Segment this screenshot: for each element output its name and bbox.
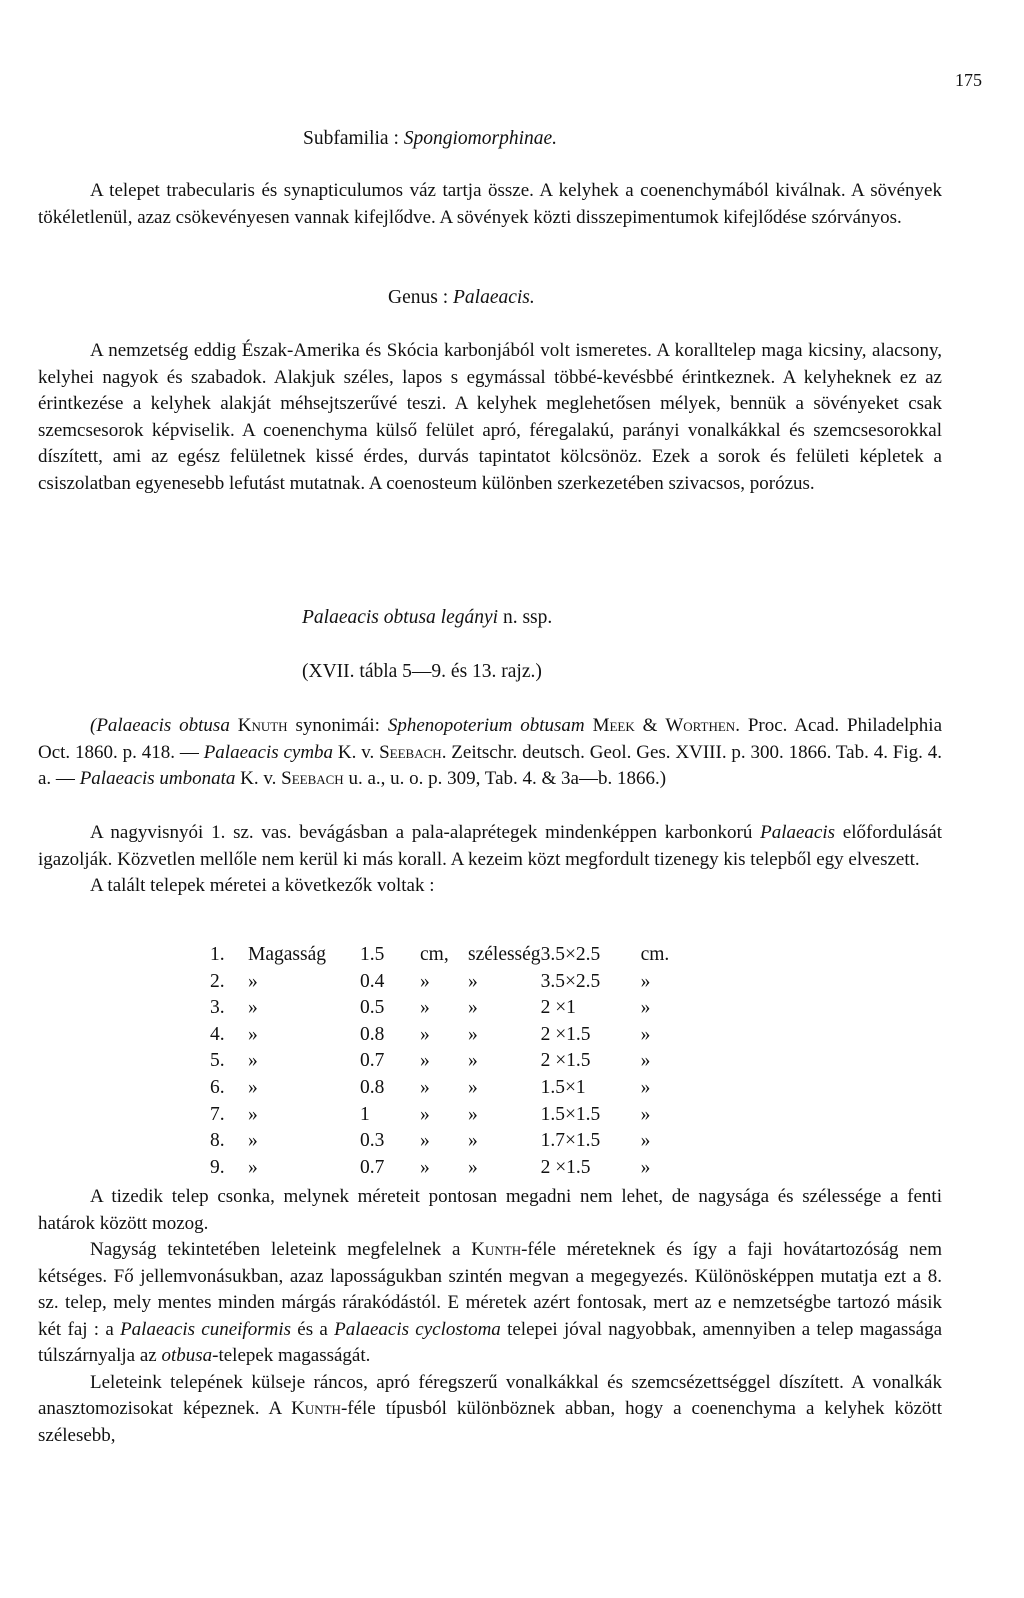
measurements-table [210, 944, 681, 1183]
genus-heading [388, 287, 535, 309]
measurement-cell: » [420, 1156, 430, 1178]
syn-taxon: Sphenopoterium obtusam [387, 715, 585, 736]
syn-text: . Zeitschr. deutsch. Geol. Ges. XVIII. p. 300. 1866. Tab. 4. Fig. 4. a. — [38, 741, 942, 789]
measurement-cell: » [248, 1156, 258, 1178]
syn-taxon: Palaeacis umbonata [79, 768, 236, 789]
measurement-cell: » [248, 970, 258, 992]
measurement-cell: » [640, 1156, 651, 1178]
genus-label: Genus : [388, 287, 449, 308]
measurement-cell: 1 [360, 1103, 370, 1125]
syn-taxon: Palaeacis cymba [203, 741, 334, 763]
p7-author: Kunth [291, 1398, 341, 1419]
measurement-cell: » [468, 1050, 478, 1072]
measurement-cell: 2 ×1.5 [540, 1050, 591, 1072]
measurement-cell: 1.7×1.5 [540, 1130, 601, 1152]
subfamily-heading [303, 128, 557, 150]
measurement-cell: » [420, 997, 430, 1019]
measurement-cell: 2 ×1.5 [540, 1023, 591, 1045]
measurement-cell: 4. [210, 1023, 225, 1045]
measurement-cell: 2 ×1 [540, 997, 576, 1019]
p3-text: A nagyvisnyói 1. sz. vas. bevágásban a pala-alaprétegek mindenképpen karbonkorú [90, 822, 761, 843]
measurement-row [210, 1077, 681, 1104]
plate-reference: (XVII. tábla 5—9. és 13. rajz.) [302, 661, 542, 682]
measurement-cell: szélesség [468, 944, 541, 965]
measurement-cell: » [248, 1050, 258, 1072]
measurement-cell: » [468, 1076, 478, 1098]
synonyms-text [38, 713, 942, 793]
measurement-cell: 0.4 [360, 970, 385, 992]
measurement-row [210, 944, 681, 971]
species-suffix: n. ssp. [502, 607, 553, 628]
syn-author: Meek [592, 715, 635, 736]
syn-text: synonimái: [287, 715, 388, 736]
measurements-body [210, 944, 681, 1183]
measurement-cell: 2. [210, 970, 225, 992]
measurement-cell: 6. [210, 1076, 225, 1098]
paragraph-6-text [38, 1237, 942, 1370]
measurement-cell: 0.8 [360, 1023, 385, 1045]
p3-taxon: Palaeacis [760, 822, 836, 843]
syn-text: u. a., u. o. p. 309, Tab. 4. & 3a—b. 1866.) [343, 768, 667, 789]
measurement-cell: » [468, 997, 478, 1019]
measurement-cell: 0.3 [360, 1130, 385, 1152]
measurement-row [210, 997, 681, 1024]
p6-text: -féle méreteknek és így a faji hovátartozóság nem kétséges. Fő jellemvonásukban, azaz laposságukban szintén megvan a megegyezés. Különösképpen mutatja ezt a 8. sz. telep, mely mentes minden márgás rárakódástól. E méretek azért fontosak, mert az e nemzetségbe tartozó másik két faj : a [38, 1239, 942, 1340]
measurement-cell: » [468, 1156, 478, 1178]
measurement-cell: » [640, 997, 651, 1019]
syn-author: Knuth [237, 715, 288, 736]
measurement-cell: 0.5 [360, 997, 385, 1019]
measurement-cell: » [640, 1076, 651, 1098]
p6-taxon: Palaeacis cyclostoma [334, 1318, 501, 1340]
p6-text: telepei jóval nagyobbak, amennyiben a telep magassága túlszárnyalja az [38, 1318, 943, 1366]
measurement-cell: » [640, 1130, 651, 1152]
measurement-cell: 2 ×1.5 [540, 1156, 591, 1178]
measurement-cell: 0.7 [360, 1050, 385, 1072]
measurement-cell: 8. [210, 1130, 225, 1152]
measurement-cell: » [420, 1130, 430, 1152]
measurement-cell: » [248, 1103, 258, 1125]
p6-author: Kunth [471, 1239, 522, 1260]
syn-author: Worthen [665, 715, 736, 736]
measurement-row [210, 1130, 681, 1157]
measurement-row [210, 1024, 681, 1051]
measurement-cell: 3.5×2.5 [540, 970, 601, 992]
measurement-cell: » [420, 1050, 430, 1072]
measurement-cell: » [640, 1050, 651, 1072]
measurement-row [210, 1157, 681, 1184]
p7-text: -féle típusból különböznek abban, hogy a coenenchyma a kelyhek között szélesebb, [38, 1398, 942, 1446]
measurement-cell: » [420, 1023, 430, 1045]
syn-text: & [634, 715, 666, 736]
measurement-cell: » [248, 997, 258, 1019]
subfamily-name: Spongiomorphinae. [403, 128, 558, 149]
paragraph-2 [38, 338, 942, 497]
p6-taxon: otbusa [161, 1345, 213, 1366]
measurement-cell: 9. [210, 1156, 225, 1178]
p3-text: előfordulását igazolják. Közvetlen mellőle nem kerül ki más korall. A kezeim közt megfordult tizenegy kis telepből egy elveszett. [38, 822, 942, 870]
paragraph-5-text: A tizedik telep csonka, melynek méreteit pontosan megadni nem lehet, de nagysága és szélessége a fenti határok között mozog. [38, 1186, 942, 1234]
species-name: Palaeacis obtusa legányi [302, 607, 499, 628]
measurement-cell: 1.5 [360, 944, 385, 965]
measurement-cell: » [640, 1103, 651, 1125]
syn-text: K. v. [333, 741, 380, 763]
page-number: 175 [955, 70, 982, 90]
syn-text [585, 715, 593, 736]
paragraph-2-text: A nemzetség eddig Észak-Amerika és Skócia karbonjából volt ismeretes. A koralltelep maga kicsiny, alacsony, kelyhei nagyok és szabadok. Alakjuk széles, lapos s egymással többé-kevésbbé érintkeznek. A kelyheknek ez az érintkezése a kelyhek alakját méhsejtszerűvé teszi. A kelyhek meglehetősen mélyek, bennük a sövényeket csak szemcsesorok képviselik. A coenenchyma külső felület apró, féregalakú, parányi vonalkákkal és szemcsesorokkal díszített, ami az egész felületnek kissé érdes, durvás tapintatot kölcsönöz. Ezek a sorok és felületi képletek a csiszolatban egyenesebb lefutást mutatnak. A coenosteum különben szerkezetében szivacsos, porózus. [38, 340, 942, 494]
syn-text: K. v. [235, 768, 282, 789]
p6-text: Nagyság tekintetében leleteink megfelelnek a [90, 1239, 472, 1260]
genus-name: Palaeacis. [453, 287, 535, 308]
measurement-cell: » [420, 1076, 430, 1098]
synonyms-paragraph [38, 713, 942, 793]
measurement-cell: » [468, 1130, 478, 1152]
measurement-row [210, 1104, 681, 1131]
measurement-cell: 0.7 [360, 1156, 385, 1178]
measurement-cell: 1.5×1 [540, 1076, 586, 1098]
measurement-cell: » [468, 1103, 478, 1125]
measurement-cell: 0.8 [360, 1076, 385, 1098]
measurement-row [210, 971, 681, 998]
measurement-cell: » [248, 1130, 258, 1152]
measurement-cell: 3. [210, 997, 225, 1019]
measurement-cell: » [640, 970, 651, 992]
p6-text: és a [291, 1318, 335, 1340]
paragraph-4-text: A talált telepek méretei a következők voltak : [90, 875, 435, 896]
measurement-cell: cm. [640, 944, 670, 965]
measurement-cell: 1. [210, 944, 225, 965]
syn-taxon: (Palaeacis obtusa [90, 715, 230, 736]
p6-taxon: Palaeacis cuneiformis [120, 1318, 291, 1340]
measurement-cell: » [420, 970, 430, 992]
paragraph-5 [38, 1184, 942, 1449]
measurement-cell: » [468, 970, 478, 992]
syn-author: Seebach [281, 768, 344, 789]
paragraph-3-text [38, 820, 942, 873]
species-heading [302, 607, 552, 629]
measurement-cell: 1.5×1.5 [540, 1103, 601, 1125]
measurement-cell: » [640, 1023, 651, 1045]
syn-author: Seebach [379, 741, 442, 763]
subfamily-label: Subfamilia : [303, 128, 399, 149]
measurement-cell: » [248, 1076, 258, 1098]
paragraph-7-text [38, 1370, 942, 1450]
measurement-cell: Magasság [248, 944, 326, 965]
measurement-cell: cm, [420, 944, 449, 965]
measurement-cell: 3.5×2.5 [540, 944, 601, 965]
measurement-row [210, 1050, 681, 1077]
measurement-cell: » [420, 1103, 430, 1125]
measurement-cell: » [468, 1023, 478, 1045]
paragraph-1 [38, 178, 942, 231]
measurement-cell: 5. [210, 1050, 225, 1072]
paragraph-3 [38, 820, 942, 900]
p7-text: Leleteink telepének külseje ráncos, apró féregszerű vonalkákkal és szemcsézettséggel díszített. A vonalkák anasztomozisokat képeznek. A [38, 1371, 942, 1419]
measurement-cell: 7. [210, 1103, 225, 1125]
measurement-cell: » [248, 1023, 258, 1045]
paragraph-1-text: A telepet trabecularis és synapticulumos váz tartja össze. A kelyhek a coenenchymából kiválnak. A sövények tökéletlenül, azaz csökevényesen vannak kifejlődve. A sövények közti disszepimentumok kifejlődése szórványos. [38, 180, 942, 228]
syn-text: . Proc. Acad. Philadelphia Oct. 1860. p. 418. — [38, 715, 943, 763]
p6-text: -telepek magasságát. [212, 1345, 371, 1366]
